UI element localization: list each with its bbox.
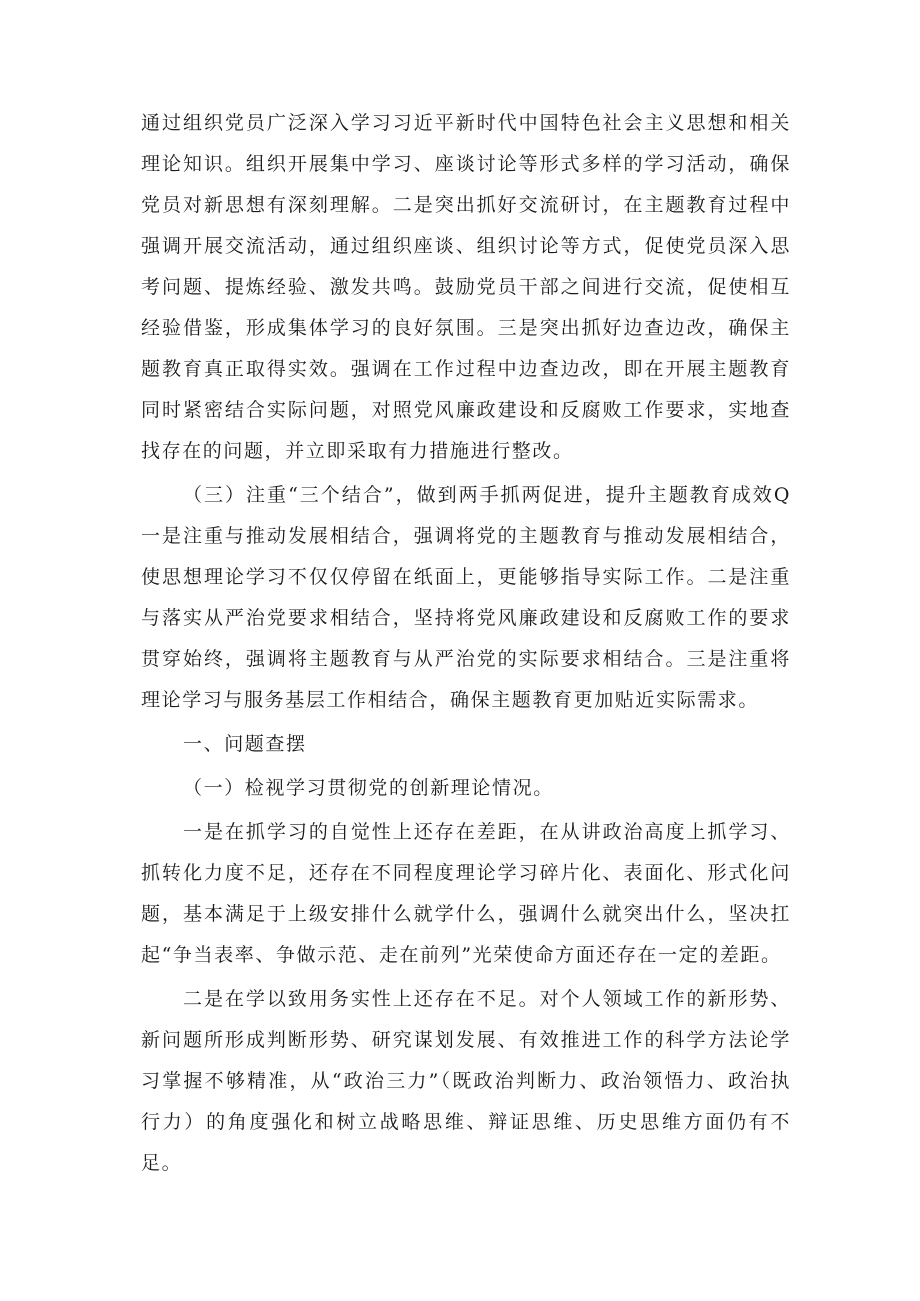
section-heading-problems: 一、问题查摆 bbox=[183, 733, 307, 755]
paragraph-practical-application-gap: 二是在学以致用务实性上还存在不足。对个人领域工作的新形势、新问题所形成判断形势、研究谋划发展、有效推进工作的科学方法论学习掌握不够精准，从“政治三力”（既政治判断力、政治领悟力、政治执行力）的角度强化和树立战略思维、辩证思维、历史思维方面仍有不足。 bbox=[141, 988, 791, 1174]
document-body bbox=[141, 103, 791, 1184]
subsection-heading-study-theory: （一）检视学习贯彻党的创新理论情况。 bbox=[183, 777, 554, 799]
paragraph-three-combinations: （三）注重“三个结合”，做到两手抓两促进，提升主题教育成效Q一是注重与推动发展相结合，强调将党的主题教育与推动发展相结合，使思想理论学习不仅仅停留在纸面上，更能够指导实际工作。二是注重与落实从严治党要求相结合，坚持将党风廉政建设和反腐败工作的要求贯穿始终，强调将主题教育与从严治党的实际要求相结合。三是注重将理论学习与服务基层工作相结合，确保主题教育更加贴近实际需求。 bbox=[141, 484, 791, 711]
paragraph-self-awareness-gap: 一是在抓学习的自觉性上还存在差距，在从讲政治高度上抓学习、抓转化力度不足，还存在不同程度理论学习碎片化、表面化、形式化问题，基本满足于上级安排什么就学什么，强调什么就突出什么，坚决扛起“争当表率、争做示范、走在前列”光荣使命方面还存在一定的差距。 bbox=[141, 821, 791, 966]
paragraph-study-measures: 通过组织党员广泛深入学习习近平新时代中国特色社会主义思想和相关理论知识。组织开展集中学习、座谈讨论等形式多样的学习活动，确保党员对新思想有深刻理解。二是突出抓好交流研讨，在主题教育过程中强调开展交流活动，通过组织座谈、组织讨论等方式，促使党员深入思考问题、提炼经验、激发共鸣。鼓励党员干部之间进行交流，促使相互经验借鉴，形成集体学习的良好氛围。三是突出抓好边查边改，确保主题教育真正取得实效。强调在工作过程中边查边改，即在开展主题教育同时紧密结合实际问题，对照党风廉政建设和反腐败工作要求，实地查找存在的问题，并立即采取有力措施进行整改。 bbox=[141, 112, 791, 462]
